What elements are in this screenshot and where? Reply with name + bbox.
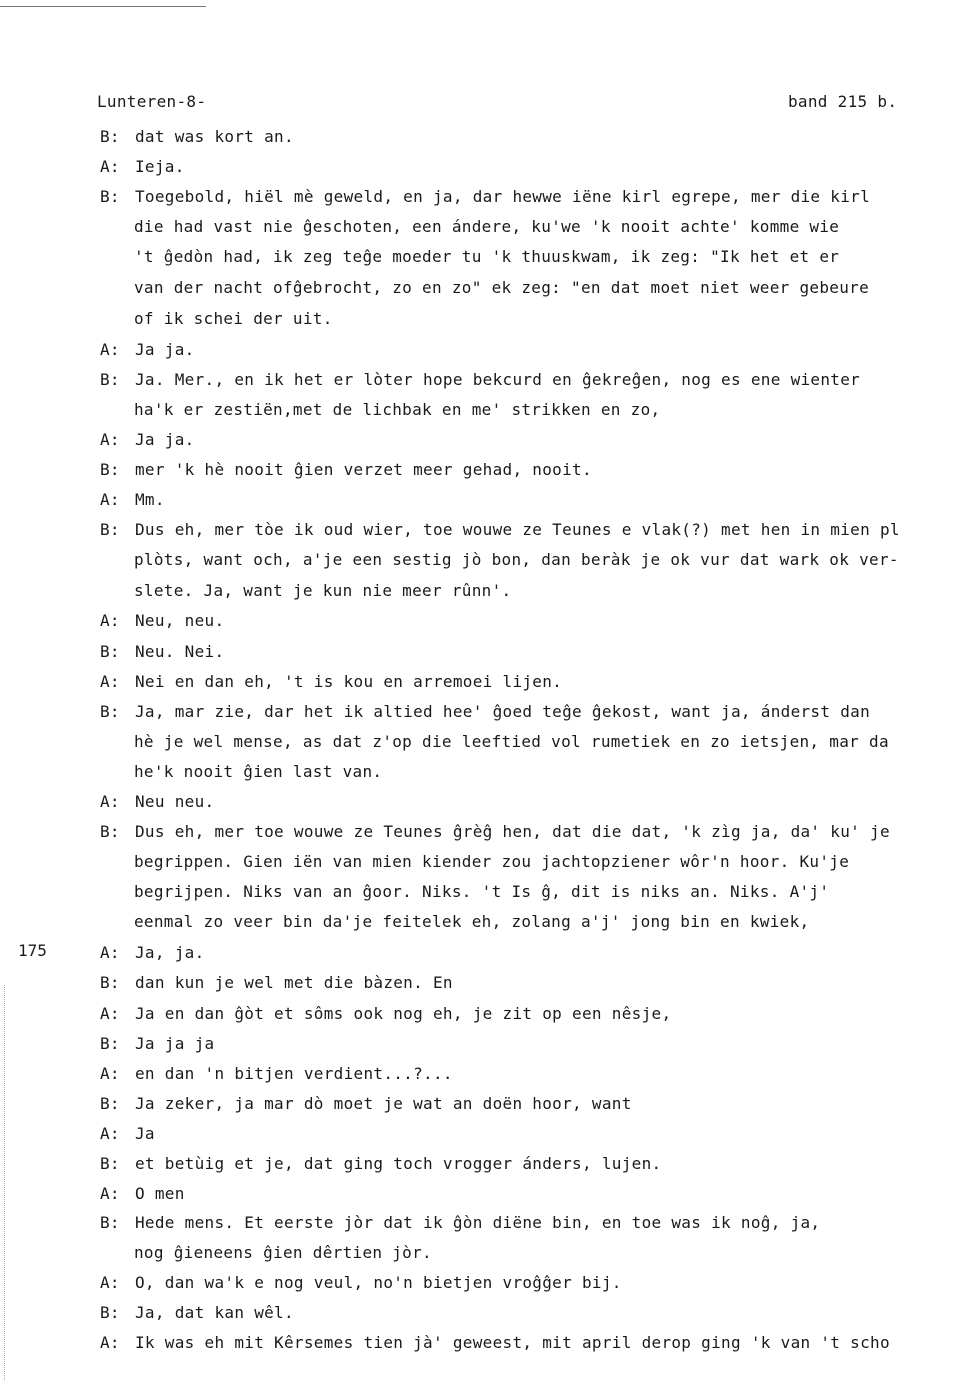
utterance-text: eenmal zo veer bin da'je feitelek eh, zolang a'j' jong bin en kwiek, — [134, 912, 810, 931]
utterance-text: Mm. — [135, 490, 165, 509]
transcript-line — [100, 1034, 973, 1054]
transcript-line — [134, 309, 973, 329]
transcript-line — [100, 1124, 973, 1144]
speaker-label: B: — [100, 520, 120, 539]
transcript-line — [100, 1094, 973, 1114]
transcript-line — [134, 400, 973, 420]
transcript-line — [100, 1213, 973, 1233]
speaker-label: A: — [100, 430, 120, 449]
speaker-label: A: — [100, 611, 120, 630]
speaker-label: A: — [100, 1124, 120, 1143]
transcript-line — [100, 520, 973, 540]
speaker-label: B: — [100, 1303, 120, 1322]
utterance-text: dan kun je wel met die bàzen. En — [135, 973, 453, 992]
transcript-line — [100, 1004, 973, 1024]
speaker-label: B: — [100, 127, 120, 146]
speaker-label: A: — [100, 943, 120, 962]
speaker-label: A: — [100, 340, 120, 359]
transcript-line — [100, 672, 973, 692]
transcript-line — [100, 1333, 973, 1353]
utterance-text: plòts, want och, a'je een sestig jò bon, dan beràk je ok vur dat wark ok ver- — [134, 550, 899, 569]
document-title: Lunteren-8- — [97, 92, 207, 111]
utterance-text: Neu neu. — [135, 792, 215, 811]
transcript-line — [100, 1273, 973, 1293]
transcript-line — [100, 822, 973, 842]
utterance-text: Ja ja ja — [135, 1034, 215, 1053]
utterance-text: Dus eh, mer tòe ik oud wier, toe wouwe ze Teunes e vlak(?) met hen in mien pl — [135, 520, 900, 539]
transcript-line — [134, 278, 973, 298]
transcript-line — [100, 702, 973, 722]
utterance-text: he'k nooit ĝien last van. — [134, 762, 383, 781]
transcript-line — [100, 1184, 973, 1204]
tape-label: band 215 b. — [788, 92, 898, 111]
utterance-text: Ja en dan ĝòt et sôms ook nog eh, je zit op een nêsje, — [135, 1004, 672, 1023]
transcript-line — [134, 882, 973, 902]
transcript-line — [100, 460, 973, 480]
transcript-line — [134, 217, 973, 237]
margin-line-number: 175 — [18, 941, 47, 960]
speaker-label: B: — [100, 702, 120, 721]
transcript-line — [100, 792, 973, 812]
transcript-line — [134, 247, 973, 267]
transcript-line — [100, 611, 973, 631]
utterance-text: slete. Ja, want je kun nie meer rûnn'. — [134, 581, 512, 600]
utterance-text: et betùig et je, dat ging toch vrogger ánders, lujen. — [135, 1154, 662, 1173]
transcript-line — [134, 550, 973, 570]
speaker-label: A: — [100, 490, 120, 509]
transcript-line — [100, 430, 973, 450]
utterance-text: Nei en dan eh, 't is kou en arremoei lijen. — [135, 672, 563, 691]
transcript-line — [100, 1303, 973, 1323]
speaker-label: A: — [100, 157, 120, 176]
utterance-text: Ja — [135, 1124, 155, 1143]
utterance-text: hè je wel mense, as dat z'op die leeftied vol rumetiek en zo ietsjen, mar da — [134, 732, 889, 751]
utterance-text: of ik schei der uit. — [134, 309, 333, 328]
utterance-text: Neu, neu. — [135, 611, 225, 630]
speaker-label: B: — [100, 1034, 120, 1053]
transcript-line — [134, 912, 973, 932]
utterance-text: Ieja. — [135, 157, 185, 176]
speaker-label: A: — [100, 792, 120, 811]
transcript-line — [100, 340, 973, 360]
speaker-label: A: — [100, 1333, 120, 1352]
utterance-text: nog ĝieneens ĝien dêrtien jòr. — [134, 1243, 432, 1262]
speaker-label: A: — [100, 1004, 120, 1023]
transcript-line — [100, 490, 973, 510]
utterance-text: 't ĝedòn had, ik zeg teĝe moeder tu 'k thuuskwam, ik zeg: "Ik het et er — [134, 247, 840, 266]
utterance-text: O men — [135, 1184, 185, 1203]
transcript-line — [100, 187, 973, 207]
utterance-text: Ja zeker, ja mar dò moet je wat an doën hoor, want — [135, 1094, 632, 1113]
speaker-label: B: — [100, 460, 120, 479]
speaker-label: B: — [100, 187, 120, 206]
utterance-text: ha'k er zestiën,met de lichbak en me' strikken en zo, — [134, 400, 661, 419]
speaker-label: B: — [100, 822, 120, 841]
speaker-label: B: — [100, 370, 120, 389]
transcript-line — [100, 370, 973, 390]
utterance-text: Ja, dat kan wêl. — [135, 1303, 294, 1322]
utterance-text: Ja, ja. — [135, 943, 205, 962]
transcript-line — [100, 157, 973, 177]
speaker-label: A: — [100, 1184, 120, 1203]
utterance-text: Toegebold, hiël mè geweld, en ja, dar hewwe iëne kirl egrepe, mer die kirl — [135, 187, 871, 206]
speaker-label: A: — [100, 672, 120, 691]
utterance-text: die had vast nie ĝeschoten, een ándere, ku'we 'k nooit achte' komme wie — [134, 217, 840, 236]
transcript-line — [100, 943, 973, 963]
utterance-text: O, dan wa'k e nog veul, no'n bietjen vroĝĝer bij. — [135, 1273, 622, 1292]
utterance-text: Ja. Mer., en ik het er lòter hope bekcurd en ĝekreĝen, nog es ene wienter — [135, 370, 861, 389]
utterance-text: Ik was eh mit Kêrsemes tien jà' geweest, mit april derop ging 'k van 't scho — [135, 1333, 890, 1352]
speaker-label: B: — [100, 1154, 120, 1173]
transcript-line — [100, 973, 973, 993]
speaker-label: A: — [100, 1273, 120, 1292]
speaker-label: B: — [100, 642, 120, 661]
transcript-line — [134, 852, 973, 872]
utterance-text: Ja ja. — [135, 430, 195, 449]
utterance-text: van der nacht ofĝebrocht, zo en zo" ek zeg: "en dat moet niet weer gebeure — [134, 278, 870, 297]
utterance-text: mer 'k hè nooit ĝien verzet meer gehad, nooit. — [135, 460, 592, 479]
speaker-label: B: — [100, 1213, 120, 1232]
speaker-label: A: — [100, 1064, 120, 1083]
transcript-line — [100, 1154, 973, 1174]
speaker-label: B: — [100, 973, 120, 992]
utterance-text: dat was kort an. — [135, 127, 294, 146]
transcript-line — [134, 762, 973, 782]
transcript-line — [100, 127, 973, 147]
transcript-line — [134, 732, 973, 752]
utterance-text: en dan 'n bitjen verdient...?... — [135, 1064, 453, 1083]
utterance-text: Dus eh, mer toe wouwe ze Teunes ĝrèĝ hen, dat die dat, 'k zìg ja, da' ku' je — [135, 822, 890, 841]
utterance-text: Neu. Nei. — [135, 642, 225, 661]
transcript-line — [100, 1064, 973, 1084]
transcript-line — [100, 642, 973, 662]
utterance-text: Hede mens. Et eerste jòr dat ik ĝòn diëne bin, en toe was ik noĝ, ja, — [135, 1213, 821, 1232]
transcript-line — [134, 1243, 973, 1263]
utterance-text: begrijpen. Niks van an ĝoor. Niks. 't Is ĝ, dit is niks an. Niks. A'j' — [134, 882, 830, 901]
utterance-text: Ja, mar zie, dar het ik altied hee' ĝoed teĝe ĝekost, want ja, ánderst dan — [135, 702, 871, 721]
transcript-line — [134, 581, 973, 601]
utterance-text: begrippen. Gien iën van mien kiender zou jachtopziener wôr'n hoor. Ku'je — [134, 852, 850, 871]
utterance-text: Ja ja. — [135, 340, 195, 359]
speaker-label: B: — [100, 1094, 120, 1113]
